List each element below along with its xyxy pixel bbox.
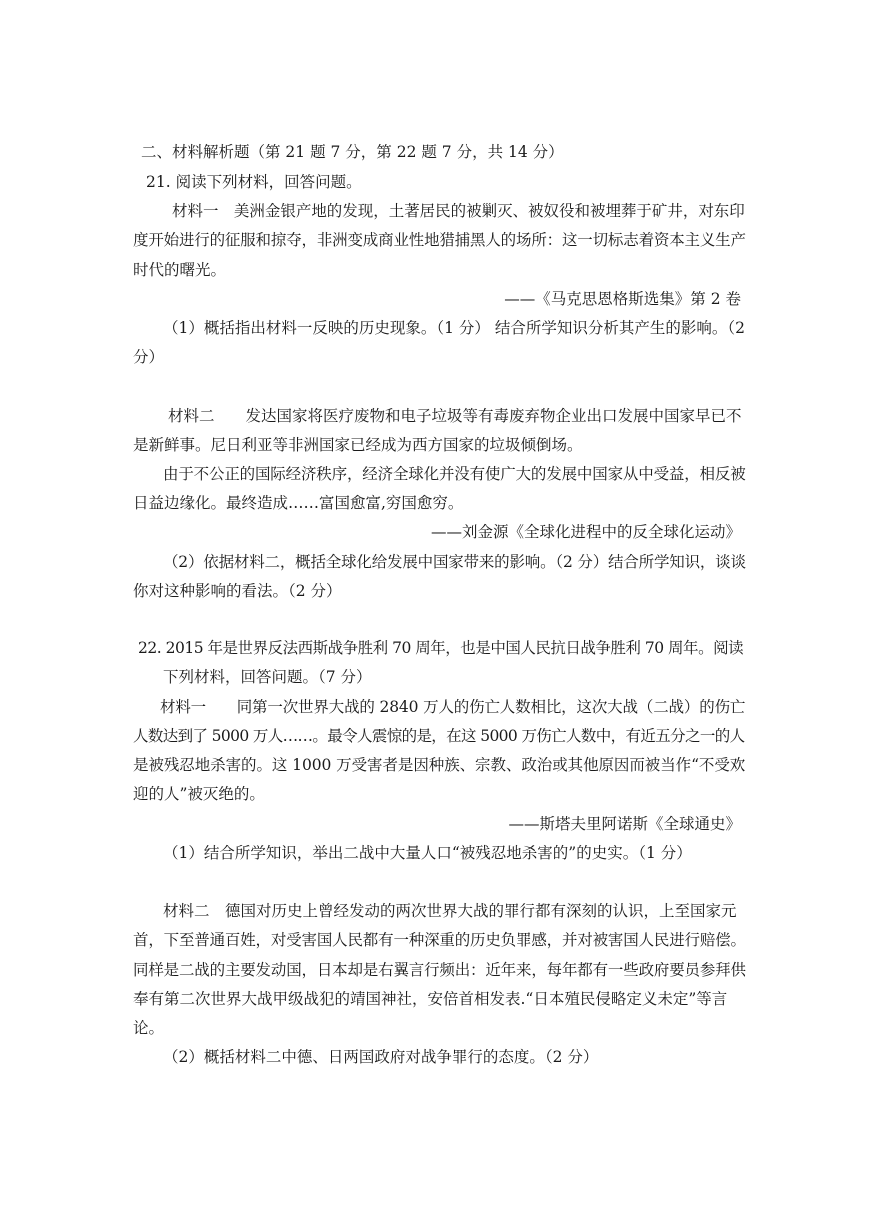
q22-intro-line1: 22. 2015 年是世界反法西斯战争胜利 70 周年，也是中国人民抗日战争胜利 70 周年。阅读	[138, 639, 744, 657]
section-heading: 二、材料解析题（第 21 题 7 分，第 22 题 7 分，共 14 分）	[141, 143, 564, 161]
q22-material2-line1: 材料二 德国对历史上曾经发动的两次世界大战的罪行都有深刻的认识，上至国家元	[163, 902, 737, 920]
q21-material2-source: ——刘金源《全球化进程中的反全球化运动》	[430, 523, 741, 541]
q22-intro-line2: 下列材料，回答问题。（7 分）	[163, 668, 372, 686]
q21-question2-line2: 你对这种影响的看法。（2 分）	[133, 582, 342, 600]
q22-material1-line2: 人数达到了 5000 万人……。最令人震惊的是，在这 5000 万伤亡人数中，有近五分之一的人	[133, 727, 745, 745]
q21-material1-line2: 度开始进行的征服和掠夺，非洲变成商业性地猎捕黑人的场所：这一切标志着资本主义生产	[133, 231, 746, 249]
q21-material1-line1: 材料一 美洲金银产地的发现，土著居民的被剿灭、被奴役和被埋葬于矿井，对东印	[172, 202, 745, 220]
q21-material1-line3: 时代的曙光。	[133, 261, 227, 279]
q21-intro: 21. 阅读下列材料，回答问题。	[146, 173, 362, 191]
q22-material2-line5: 论。	[133, 1019, 165, 1037]
q21-material2-line3: 由于不公正的国际经济秩序，经济全球化并没有使广大的发展中国家从中受益，相反被	[163, 465, 746, 483]
q21-material2-line2: 是新鲜事。尼日利亚等非洲国家已经成为西方国家的垃圾倾倒场。	[133, 436, 583, 454]
q22-material2-line2: 首，下至普通百姓，对受害国人民都有一种深重的历史负罪感，并对被害国人民进行赔偿。	[133, 931, 746, 949]
q21-question2-line1: （2）依据材料二，概括全球化给发展中国家带来的影响。（2 分）结合所学知识，谈谈	[163, 553, 746, 571]
q22-material1-line1: 材料一 同第一次世界大战的 2840 万人的伤亡人数相比，这次大战（二战）的伤亡	[160, 698, 746, 716]
q21-question1-line2: 分）	[133, 348, 165, 366]
q22-material1-source: ——斯塔夫里阿诺斯《全球通史》	[508, 815, 741, 833]
q21-question1-line1: （1）概括指出材料一反映的历史现象。（1 分） 结合所学知识分析其产生的影响。（2	[163, 319, 745, 337]
q22-material1-line3: 是被残忍地杀害的。这 1000 万受害者是因种族、宗教、政治或其他原因而被当作“不受欢	[133, 756, 746, 774]
q22-question2: （2）概括材料二中德、日两国政府对战争罪行的态度。（2 分）	[163, 1048, 599, 1066]
q22-material2-line3: 同样是二战的主要发动国，日本却是右翼言行频出：近年来，每年都有一些政府要员参拜供	[133, 961, 746, 979]
q22-question1: （1）结合所学知识，举出二战中大量人口“被残忍地杀害的”的史实。（1 分）	[163, 844, 692, 862]
q21-material1-source: ——《马克思恩格斯选集》第 2 卷	[504, 290, 741, 308]
q22-material1-line4: 迎的人”被灭绝的。	[133, 785, 265, 803]
q22-material2-line4: 奉有第二次世界大战甲级战犯的靖国神社，安倍首相发表.“日本殖民侵略定义未定”等言	[133, 990, 728, 1008]
q21-material2-line4: 日益边缘化。最终造成……富国愈富,穷国愈穷。	[133, 494, 464, 512]
q21-material2-line1: 材料二 发达国家将医疗废物和电子垃圾等有毒废弃物企业出口发展中国家早已不	[168, 407, 742, 425]
